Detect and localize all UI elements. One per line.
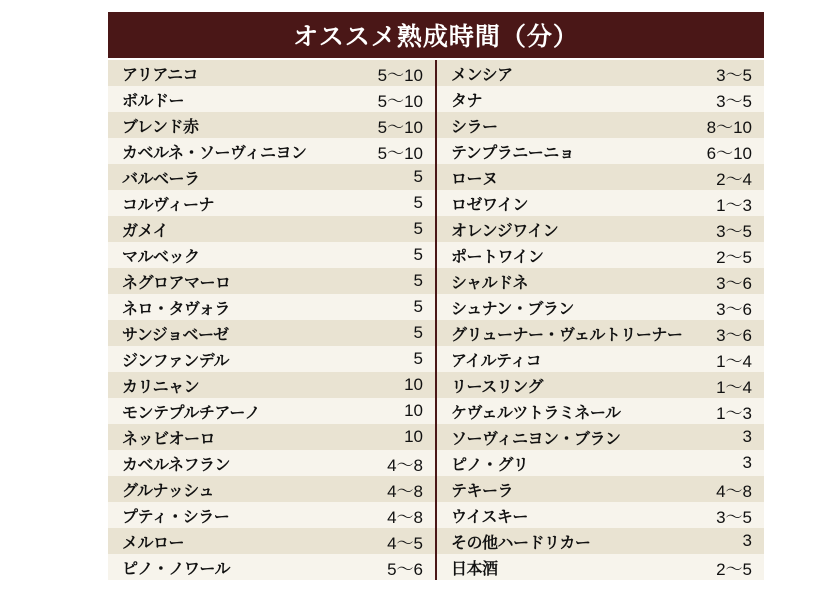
table-row	[437, 398, 764, 424]
beverage-name: ウイスキー	[451, 506, 528, 526]
aging-time: 5〜6	[387, 559, 423, 579]
aging-time: 5	[413, 323, 423, 342]
table-row	[108, 320, 435, 346]
table-row	[437, 268, 764, 294]
table-row	[108, 398, 435, 424]
beverage-name: グルナッシュ	[122, 480, 214, 500]
aging-time: 1〜3	[716, 403, 752, 423]
beverage-name: マルベック	[122, 246, 200, 266]
beverage-name: ネグロアマーロ	[122, 272, 231, 292]
aging-time: 3〜6	[716, 299, 752, 319]
table-row	[437, 294, 764, 320]
beverage-name: カリニャン	[122, 376, 200, 396]
beverage-name: メルロー	[122, 532, 185, 552]
table-row	[108, 554, 435, 580]
left-column	[108, 60, 437, 580]
aging-time: 1〜3	[716, 195, 752, 215]
aging-time: 4〜8	[387, 507, 423, 527]
table-row	[437, 320, 764, 346]
table-row	[108, 216, 435, 242]
table-row	[437, 60, 764, 86]
table-row	[108, 268, 435, 294]
table-row	[108, 476, 435, 502]
beverage-name: シュナン・ブラン	[451, 298, 574, 318]
aging-time: 5〜10	[377, 65, 423, 85]
aging-time: 3〜5	[716, 65, 752, 85]
table-row	[437, 216, 764, 242]
table-row	[108, 164, 435, 190]
beverage-name: バルベーラ	[122, 168, 200, 188]
aging-time: 5〜10	[377, 91, 423, 111]
table-row	[108, 450, 435, 476]
table-row	[437, 190, 764, 216]
aging-time: 4〜8	[716, 481, 752, 501]
table-row	[437, 476, 764, 502]
table-row	[437, 86, 764, 112]
beverage-name: ソーヴィニヨン・ブラン	[451, 428, 621, 448]
table-row	[108, 294, 435, 320]
aging-time: 5〜10	[377, 117, 423, 137]
beverage-name: ローヌ	[451, 168, 498, 188]
beverage-name: プティ・シラー	[122, 506, 230, 526]
table-row	[108, 372, 435, 398]
aging-time: 1〜4	[716, 377, 752, 397]
aging-time: 5	[413, 271, 423, 290]
table-row	[437, 554, 764, 580]
table-row	[108, 60, 435, 86]
aging-time: 2〜5	[716, 559, 752, 579]
right-column	[437, 60, 764, 580]
aging-time: 5	[413, 219, 423, 238]
beverage-name: カベルネフラン	[122, 454, 231, 474]
beverage-name: テンプラニーニョ	[451, 142, 575, 162]
table-row	[437, 502, 764, 528]
table-row	[437, 112, 764, 138]
aging-time: 4〜8	[387, 481, 423, 501]
aging-time: 3〜5	[716, 91, 752, 111]
table-row	[108, 528, 435, 554]
aging-time: 1〜4	[716, 351, 752, 371]
table-row	[108, 502, 435, 528]
beverage-name: オレンジワイン	[451, 220, 559, 240]
table-row	[108, 112, 435, 138]
aging-time: 10	[404, 401, 423, 420]
aging-time: 10	[404, 427, 423, 446]
table-row	[108, 346, 435, 372]
aging-time: 8〜10	[706, 117, 752, 137]
beverage-name: ケヴェルツトラミネール	[451, 402, 621, 422]
table-row	[108, 86, 435, 112]
beverage-name: カベルネ・ソーヴィニヨン	[122, 142, 307, 162]
table-title: オススメ熟成時間（分）	[108, 12, 764, 58]
beverage-name: シラー	[451, 116, 498, 136]
beverage-name: サンジョベーゼ	[122, 324, 229, 344]
table-row	[437, 242, 764, 268]
beverage-name: ボルドー	[122, 90, 185, 110]
beverage-name: ピノ・ノワール	[122, 558, 231, 578]
aging-time: 10	[404, 375, 423, 394]
beverage-name: シャルドネ	[451, 272, 529, 292]
aging-time: 3〜6	[716, 273, 752, 293]
table-row	[437, 424, 764, 450]
beverage-name: ピノ・グリ	[451, 454, 529, 474]
beverage-name: 日本酒	[451, 558, 498, 578]
beverage-name: ネロ・タヴォラ	[122, 298, 230, 318]
beverage-name: その他ハードリカー	[451, 532, 591, 552]
beverage-name: ガメイ	[122, 220, 169, 240]
aging-time: 3〜5	[716, 507, 752, 527]
beverage-name: タナ	[451, 90, 483, 110]
aging-time: 6〜10	[706, 143, 752, 163]
table-row	[437, 164, 764, 190]
beverage-name: ポートワイン	[451, 246, 544, 266]
beverage-name: アイルティコ	[451, 350, 542, 370]
table-body	[108, 60, 764, 580]
table-row	[108, 424, 435, 450]
table-row	[108, 242, 435, 268]
aging-time: 3	[742, 453, 752, 472]
aging-time-table	[108, 12, 764, 580]
beverage-name: ロゼワイン	[451, 194, 529, 214]
table-row	[437, 450, 764, 476]
table-row	[437, 372, 764, 398]
beverage-name: リースリング	[451, 376, 543, 396]
aging-time: 5	[413, 167, 423, 186]
aging-time: 5	[413, 245, 423, 264]
aging-time: 5	[413, 297, 423, 316]
aging-time: 4〜8	[387, 455, 423, 475]
table-row	[108, 138, 435, 164]
aging-time: 3〜5	[716, 221, 752, 241]
aging-time: 5	[413, 349, 423, 368]
beverage-name: テキーラ	[451, 480, 514, 500]
aging-time: 2〜4	[716, 169, 752, 189]
beverage-name: コルヴィーナ	[122, 194, 215, 214]
table-row	[108, 190, 435, 216]
beverage-name: モンテプルチアーノ	[122, 402, 261, 422]
aging-time: 3	[742, 531, 752, 550]
beverage-name: ブレンド赤	[122, 116, 199, 136]
aging-time: 5	[413, 193, 423, 212]
aging-time: 2〜5	[716, 247, 752, 267]
beverage-name: ジンファンデル	[122, 350, 229, 370]
table-row	[437, 528, 764, 554]
aging-time: 4〜5	[387, 533, 423, 553]
beverage-name: グリューナー・ヴェルトリーナー	[451, 324, 683, 344]
beverage-name: アリアニコ	[122, 64, 199, 84]
table-row	[437, 138, 764, 164]
beverage-name: ネッビオーロ	[122, 428, 216, 448]
aging-time: 3	[742, 427, 752, 446]
table-row	[437, 346, 764, 372]
aging-time: 5〜10	[377, 143, 423, 163]
aging-time: 3〜6	[716, 325, 752, 345]
beverage-name: メンシア	[451, 64, 513, 84]
